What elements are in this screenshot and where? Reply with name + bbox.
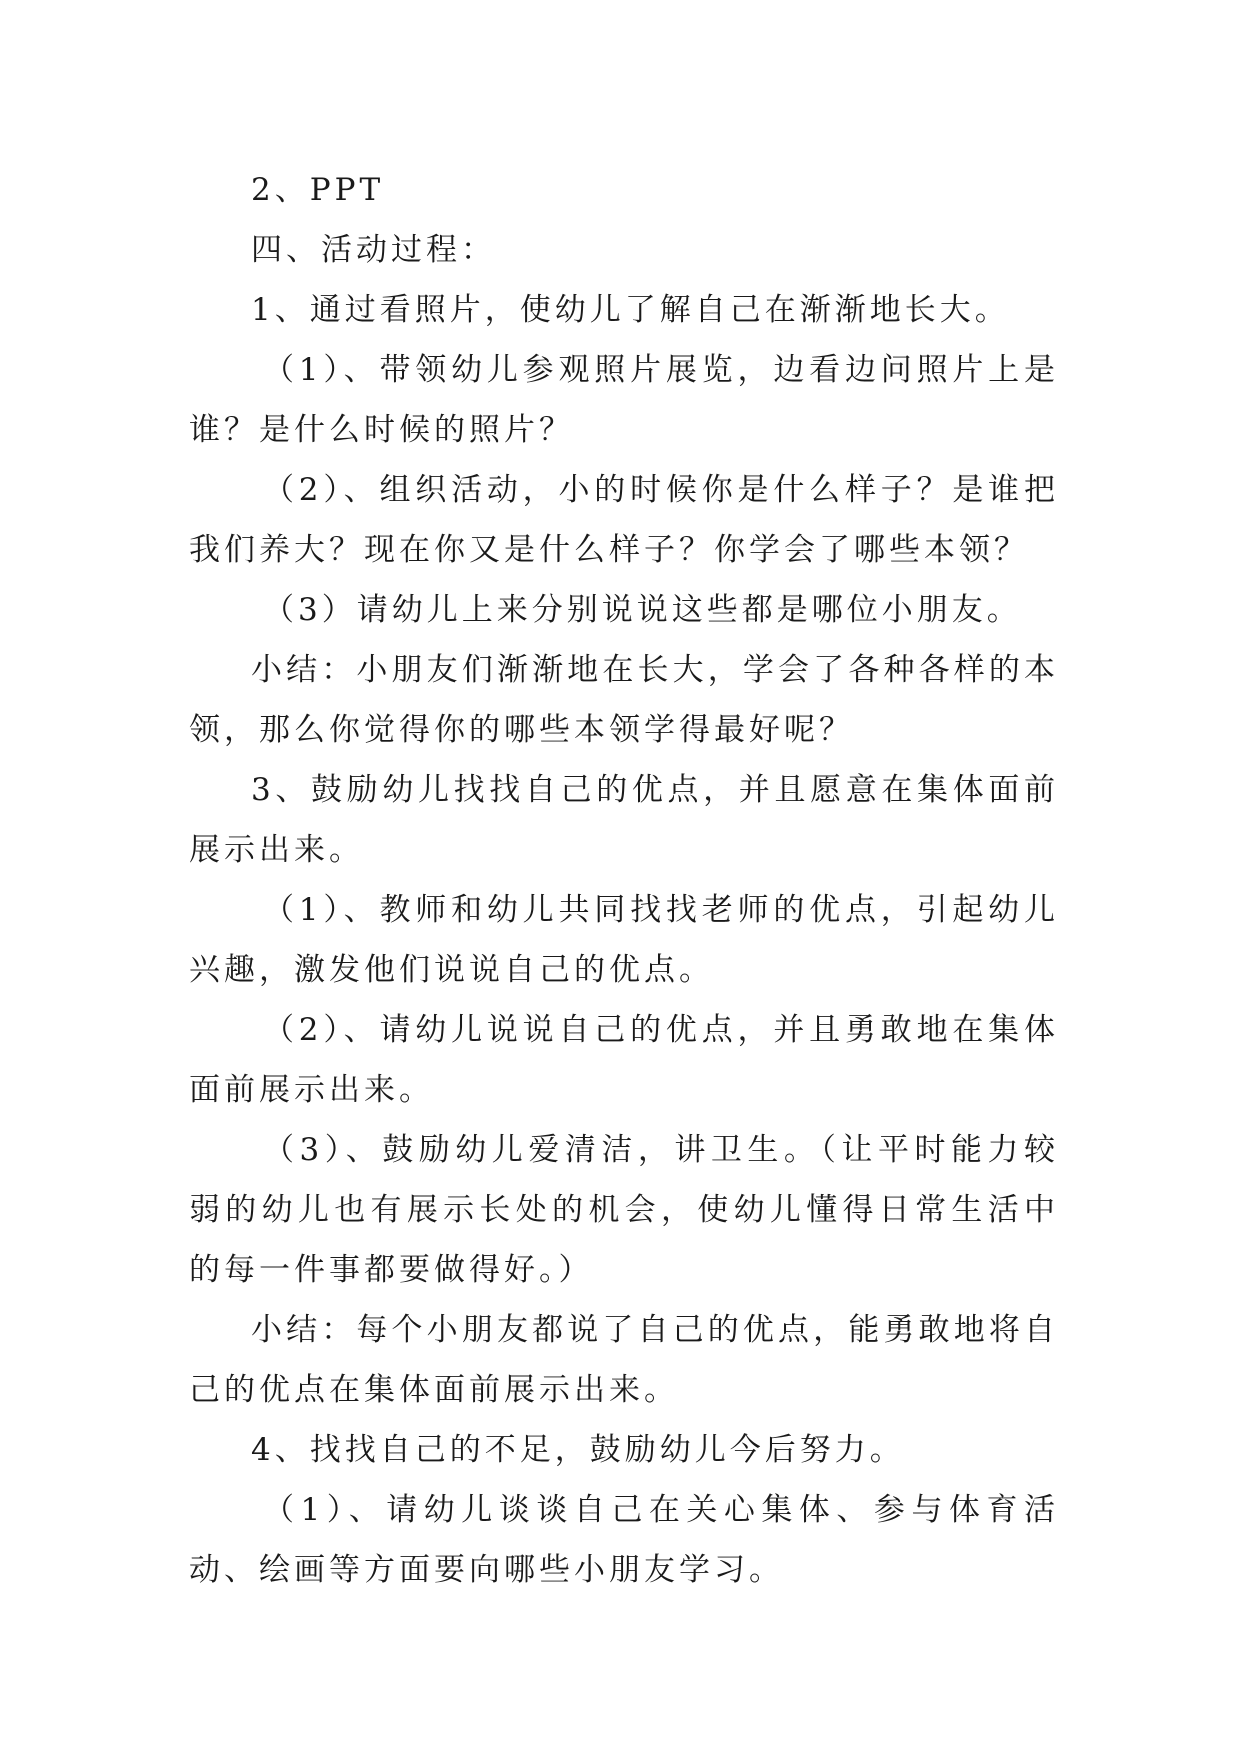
heading-activity-process: 四、活动过程： <box>251 232 496 268</box>
paragraph-step-3-2: （2）、请幼儿说说自己的优点，并且勇敢地在集体面前展示出来。 <box>189 1012 1059 1108</box>
paragraph-summary-1: 小结：小朋友们渐渐地在长大，学会了各种各样的本领，那么你觉得你的哪些本领学得最好呢？ <box>189 652 1059 748</box>
paragraph-step-1-3: （3）请幼儿上来分别说说这些都是哪位小朋友。 <box>263 592 1022 628</box>
paragraph-materials-ppt: 2、PPT <box>251 172 385 208</box>
paragraph-step-4: 4、找找自己的不足，鼓励幼儿今后努力。 <box>251 1432 905 1468</box>
paragraph-step-1: 1、通过看照片，使幼儿了解自己在渐渐地长大。 <box>251 292 1010 328</box>
paragraph-step-1-2: （2）、组织活动，小的时候你是什么样子？是谁把我们养大？现在你又是什么样子？你学会了哪些本领？ <box>189 472 1059 568</box>
paragraph-summary-2: 小结：每个小朋友都说了自己的优点，能勇敢地将自己的优点在集体面前展示出来。 <box>189 1312 1059 1408</box>
paragraph-step-1-1: （1）、带领幼儿参观照片展览，边看边问照片上是谁？是什么时候的照片？ <box>189 352 1059 448</box>
paragraph-step-4-1: （1）、请幼儿谈谈自己在关心集体、参与体育活动、绘画等方面要向哪些小朋友学习。 <box>189 1492 1059 1588</box>
paragraph-step-3-1: （1）、教师和幼儿共同找找老师的优点，引起幼儿兴趣，激发他们说说自己的优点。 <box>189 892 1059 988</box>
document-body <box>189 160 1059 1600</box>
paragraph-step-3: 3、鼓励幼儿找找自己的优点，并且愿意在集体面前展示出来。 <box>189 772 1059 868</box>
paragraph-step-3-3: （3）、鼓励幼儿爱清洁，讲卫生。（让平时能力较弱的幼儿也有展示长处的机会，使幼儿懂得日常生活中的每一件事都要做得好。） <box>189 1132 1059 1288</box>
